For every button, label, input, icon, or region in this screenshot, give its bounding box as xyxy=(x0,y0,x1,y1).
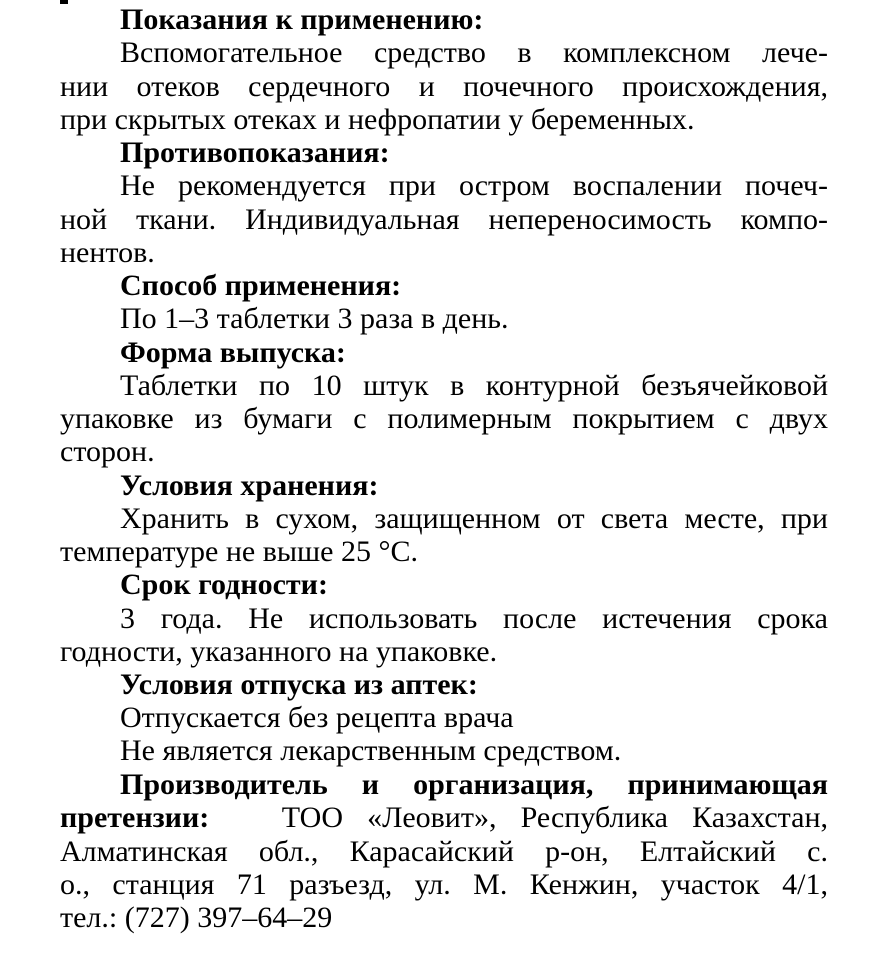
text-line: сторон. xyxy=(60,435,155,468)
text-line: упаковке из бумаги с полимерным покрытием с двух xyxy=(60,402,828,435)
text-line: нии отеков сердечного и почечного происхождения, xyxy=(60,70,828,103)
text-line: Отпускается без рецепта врача xyxy=(120,701,514,734)
text-line: при скрытых отеках и нефропатии у беременных. xyxy=(60,103,695,136)
heading-release-form: Форма выпуска: xyxy=(120,336,346,369)
text-line: годности, указанного на упаковке. xyxy=(60,635,498,668)
text-line: Хранить в сухом, защищенном от света месте, при xyxy=(120,502,828,535)
text-line: 3 года. Не использовать после истечения срока xyxy=(120,602,828,635)
heading-storage: Условия хранения: xyxy=(120,469,379,502)
text-line: нентов. xyxy=(60,236,155,269)
heading-dosage: Способ применения: xyxy=(120,269,402,302)
text-line: Таблетки по 10 штук в контурной безъячейковой xyxy=(120,369,828,402)
heading-manufacturer: Производитель и организация, принимающая xyxy=(120,768,828,801)
text-line: Алматинская обл., Карасайский р-он, Елтайский с. xyxy=(60,835,828,868)
heading-indications: Показания к применению: xyxy=(120,3,484,36)
text-line: ной ткани. Индивидуальная непереносимость компо- xyxy=(60,203,828,236)
text-line: о., станция 71 разъезд, ул. М. Кенжин, участок 4/1, xyxy=(60,868,828,901)
text-line: По 1–3 таблетки 3 раза в день. xyxy=(120,302,509,335)
phone-line: тел.: (727) 397–64–29 xyxy=(60,901,333,934)
page-edge-mark xyxy=(60,0,68,4)
text-line: Вспомогательное средство в комплексном лече- xyxy=(120,36,828,69)
manufacturer-name: ТОО «Леовит», Республика Казахстан, xyxy=(281,801,828,834)
manufacturer-line xyxy=(60,801,828,835)
text-line: Не является лекарственным средством. xyxy=(120,734,622,767)
text-line: температуре не выше 25 °С. xyxy=(60,535,418,568)
heading-shelf-life: Срок годности: xyxy=(120,568,328,601)
claims-label: претензии: xyxy=(60,801,210,834)
text-line: Не рекомендуется при остром воспалении почеч- xyxy=(120,169,828,202)
heading-contraindications: Противопоказания: xyxy=(120,136,390,169)
heading-dispensing: Условия отпуска из аптек: xyxy=(120,668,478,701)
